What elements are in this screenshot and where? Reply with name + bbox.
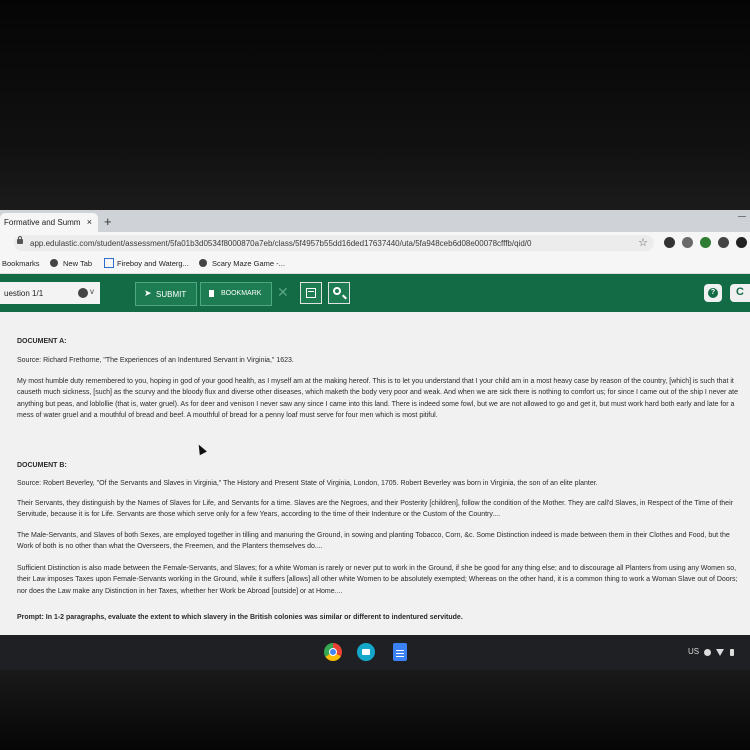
document-b-paragraph: Their Servants, they distinguish by the Names of Slaves for Life, and Servants for a time. Slaves are the Negroes, and their Posterity [children], follow the condition of the Mother. They are call'd Slaves, in Respect of the Time of their Servitude, because it is for Life. Servants are those which serve only for a few Years, according to the time of their Indenture or the Custom of the Country.... — [17, 500, 733, 519]
bookmark-button[interactable] — [200, 282, 272, 306]
status-dot-icon — [78, 288, 88, 298]
send-icon: ➤ — [144, 288, 152, 298]
next-label: C — [736, 286, 744, 298]
wifi-icon — [716, 649, 724, 656]
extension-icon[interactable] — [664, 237, 675, 248]
laptop-screen — [0, 210, 750, 670]
extension-icon[interactable] — [700, 237, 711, 248]
browser-tab[interactable] — [0, 213, 98, 232]
extension-icon[interactable] — [682, 237, 693, 248]
chrome-icon[interactable] — [324, 643, 342, 661]
lock-icon — [17, 239, 23, 244]
question-selector[interactable] — [0, 282, 100, 304]
tab-strip — [0, 210, 750, 232]
locale-label: US — [688, 647, 700, 656]
tab-title: Formative and Summ — [4, 218, 81, 227]
globe-icon — [50, 259, 58, 267]
question-counter: uestion 1/1 — [4, 289, 44, 298]
bookmark-new-tab[interactable]: New Tab — [63, 259, 93, 268]
document-a-heading: DOCUMENT A: — [17, 338, 67, 345]
url-text: app.edulastic.com/student/assessment/5fa01b3d0534f8000870a7eb/class/5f4957b55dd16ded17637440/uta/5fa948ceb6d08e00078cfffb/qid/0 — [30, 239, 532, 248]
bookmark-star-icon[interactable]: ☆ — [638, 237, 648, 249]
submit-label: SUBMIT — [156, 290, 187, 299]
document-b-heading: DOCUMENT B: — [17, 462, 67, 469]
calculator-icon — [306, 288, 316, 298]
info-icon: ? — [708, 288, 718, 298]
monitor-top-bezel — [0, 0, 750, 210]
document-a-source: Source: Richard Frethorne, "The Experiences of an Indentured Servant in Virginia," 1623. — [17, 357, 294, 364]
os-shelf — [0, 635, 750, 670]
monitor-bottom-bezel — [0, 670, 750, 750]
assessment-toolbar — [0, 274, 750, 312]
document-a-body: My most humble duty remembered to you, hoping in god of your good health, as I myself am at the making hereof. This is to let you understand that I your child am in a most heavy case by reason of the country, [which] is such that it causeth much sickness, [such] as the scurvy and the bloody flux and diverse other diseases, which maketh the body very poor and weak. And when we are sick there is nothing to comfort us; for since I came out of the ship I never ate anything but peas, and loblollie (that is, water gruel). As for deer and venison I never saw any since I came into this land. There is indeed some fowl, but we are not allowed to go and get it, but must work hard both early and late for a mess of water gruel and a mouthful of bread and beef. A mouthful of bread for a penny loaf must serve for four men which is most pitiful. — [17, 378, 738, 420]
bookmarks-label[interactable]: Bookmarks — [2, 259, 40, 268]
bookmarks-bar — [0, 254, 750, 274]
url-field[interactable] — [14, 235, 654, 251]
magnifier-icon — [333, 287, 341, 295]
address-bar — [0, 232, 750, 254]
battery-icon — [730, 649, 734, 656]
extension-icon[interactable] — [718, 237, 729, 248]
notification-icon — [704, 649, 711, 656]
document-b-source: Source: Robert Beverley, "Of the Servants and Slaves in Virginia," The History and Present State of Virginia, London, 1705. Robert Beverley was born in Virginia, the son of an elite planter. — [17, 480, 598, 487]
document-b-paragraph: The Male-Servants, and Slaves of both Sexes, are employed together in tilling and manuring the Ground, in sowing and planting Tobacco, Corn, &c. Some Distinction indeed is made between them in their Clothes and Food, but the Work of both is no other than what the Overseers, the Freemen, and the Planters themselves do.... — [17, 532, 730, 551]
essay-prompt: Prompt: In 1-2 paragraphs, evaluate the extent to which slavery in the British colonies was similar or different to indentured servitude. — [17, 614, 463, 621]
chevron-down-icon: v — [90, 287, 94, 296]
globe-icon — [199, 259, 207, 267]
bookmark-fireboy[interactable]: Fireboy and Waterg... — [117, 259, 189, 268]
bookmark-scary-maze[interactable]: Scary Maze Game -... — [212, 259, 285, 268]
next-button[interactable] — [730, 284, 750, 302]
minimize-icon[interactable] — [738, 216, 746, 217]
tab-close-icon[interactable]: × — [86, 217, 92, 227]
zoom-button[interactable] — [328, 282, 350, 304]
question-content — [0, 320, 750, 635]
help-button[interactable] — [704, 284, 722, 302]
document-b-paragraph: Sufficient Distinction is also made between the Female-Servants, and Slaves; for a white Woman is rarely or never put to work in the Ground, if she be good for any thing else; and to discourage all Planters from using any Women so, their Law imposes Taxes upon Female-Servants working in the Ground, while it suffers [allows] all other white Women to be absolutely exempted; Whereas on the other hand, it is a common thing to work a Woman Slave out of Doors; nor does the Law make any Distinction in her Taxes, whether her Work be Abroad [outside] or at Home.... — [17, 565, 738, 595]
system-tray[interactable] — [688, 647, 699, 656]
extension-icon[interactable] — [736, 237, 747, 248]
video-meet-icon[interactable] — [357, 643, 375, 661]
docs-icon[interactable] — [393, 643, 407, 661]
submit-button[interactable] — [135, 282, 197, 306]
close-icon[interactable]: ✕ — [277, 284, 289, 300]
bookmark-icon — [209, 290, 214, 297]
bookmark-label: BOOKMARK — [221, 290, 262, 297]
calculator-button[interactable] — [300, 282, 322, 304]
page-icon — [104, 258, 114, 268]
new-tab-button[interactable]: + — [104, 214, 112, 229]
